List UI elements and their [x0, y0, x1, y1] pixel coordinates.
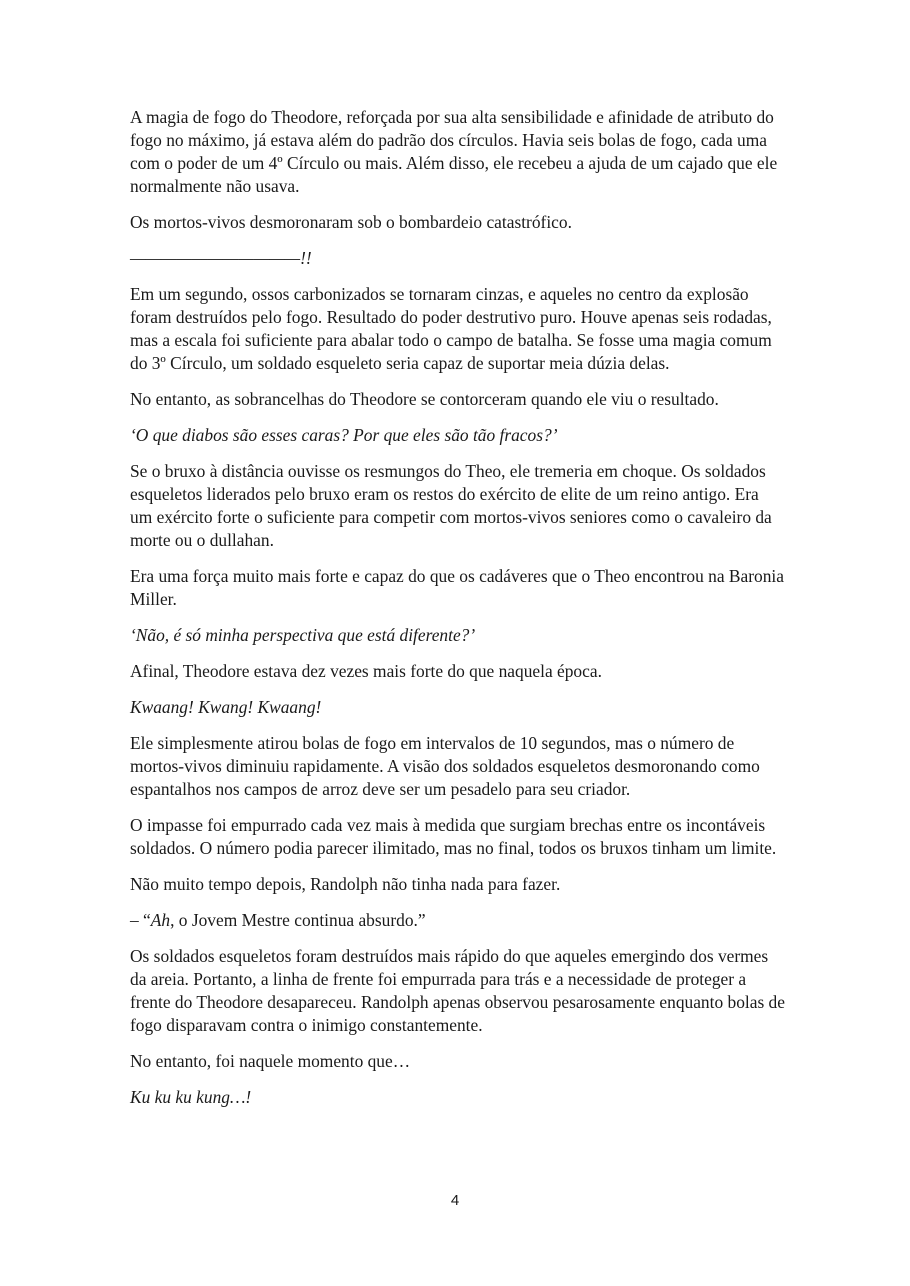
dialogue-prefix: – “	[130, 910, 151, 930]
sound-effect-line: Ku ku ku kung…!	[130, 1087, 252, 1107]
sound-effect-line: Kwaang! Kwang! Kwaang!	[130, 697, 322, 717]
page-number: 4	[450, 1192, 460, 1209]
paragraph: No entanto, as sobrancelhas do Theodore se contorceram quando ele viu o resultado.	[130, 389, 719, 409]
paragraph: A magia de fogo do Theodore, reforçada por sua alta sensibilidade e afinidade de atributo do fogo no máximo, já estava além do padrão dos círculos. Havia seis bolas de fogo, cada uma com o poder de um 4º Círculo ou mais. Além disso, ele recebeu a ajuda de um cajado que ele normalmente não usava.	[130, 107, 778, 196]
thought-line: ‘Não, é só minha perspectiva que está diferente?’	[130, 625, 476, 645]
paragraph: Afinal, Theodore estava dez vezes mais forte do que naquela época.	[130, 661, 602, 681]
paragraph: Não muito tempo depois, Randolph não tinha nada para fazer.	[130, 874, 561, 894]
paragraph: Se o bruxo à distância ouvisse os resmungos do Theo, ele tremeria em choque. Os soldados esqueletos liderados pelo bruxo eram os restos do exército de elite de um reino antigo. Era um exército forte o suficiente para competir com mortos-vivos seniores como o cavaleiro da morte ou o dullahan.	[130, 461, 772, 550]
paragraph: Os mortos-vivos desmoronaram sob o bombardeio catastrófico.	[130, 212, 572, 232]
paragraph: Ele simplesmente atirou bolas de fogo em intervalos de 10 segundos, mas o número de mortos-vivos diminuiu rapidamente. A visão dos soldados esqueletos desmoronando como espantalhos nos campos de arroz deve ser um pesadelo para seu criador.	[130, 733, 760, 799]
paragraph: Em um segundo, ossos carbonizados se tornaram cinzas, e aqueles no centro da explosão foram destruídos pelo fogo. Resultado do poder destrutivo puro. Houve apenas seis rodadas, mas a escala foi suficiente para abalar todo o campo de batalha. Se fosse uma magia comum do 3º Círculo, um soldado esqueleto seria capaz de suportar meia dúzia delas.	[130, 284, 772, 373]
paragraph: Era uma força muito mais forte e capaz do que os cadáveres que o Theo encontrou na Baronia Miller.	[130, 566, 784, 609]
paragraph: No entanto, foi naquele momento que…	[130, 1051, 411, 1071]
paragraph: O impasse foi empurrado cada vez mais à medida que surgiam brechas entre os incontáveis soldados. O número podia parecer ilimitado, mas no final, todos os bruxos tinham um limite.	[130, 815, 777, 858]
thought-line: ‘O que diabos são esses caras? Por que eles são tão fracos?’	[130, 425, 558, 445]
page-body	[130, 106, 785, 1122]
dialogue-emphasis: Ah	[150, 910, 171, 930]
dialogue-rest: , o Jovem Mestre continua absurdo.”	[170, 910, 426, 930]
dialogue-line	[130, 909, 785, 932]
dash-sound-line: ———————————!!	[130, 248, 312, 268]
paragraph: Os soldados esqueletos foram destruídos mais rápido do que aqueles emergindo dos vermes da areia. Portanto, a linha de frente foi empurrada para trás e a necessidade de proteger a frente do Theodore desapareceu. Randolph apenas observou pesarosamente enquanto bolas de fogo disparavam contra o inimigo constantemente.	[130, 946, 785, 1035]
